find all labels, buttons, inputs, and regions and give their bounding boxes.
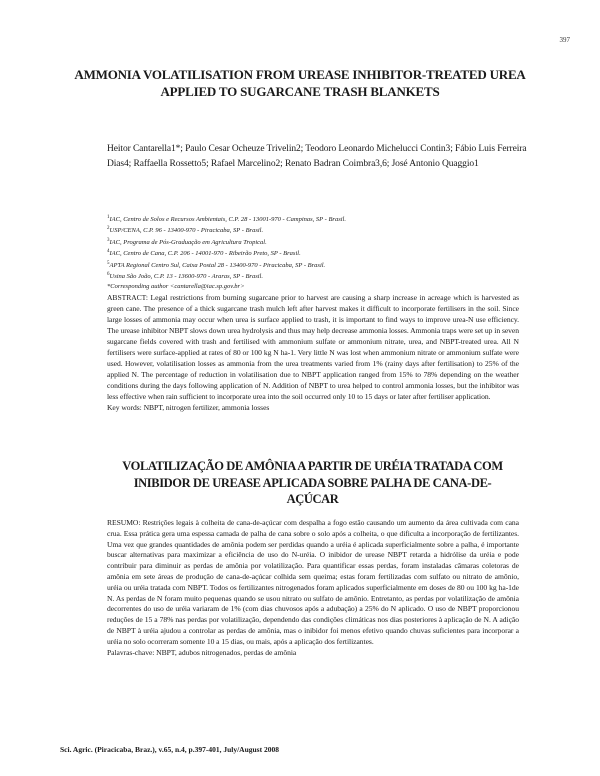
palavras-chave: Palavras-chave: NBPT, adubos nitrogenados, perdas de amônia: [107, 647, 297, 657]
affiliations: [107, 213, 537, 291]
affiliation-2: $^2$USP/CENA, C.P. 96 - 13400-970 - Piracicaba, SP - Brasil.: [107, 226, 264, 235]
resumo-text: RESUMO: Restrições legais à colheita de cana-de-açúcar com despalha a fogo estão causando um aumento da área cultivada com cana crua. Essa prática gera uma espessa camada de palha de cana sobre o solo após a colheita, o que dificulta a incorporação de fertilizantes. Uma vez que grandes quantidades de amônia podem ser perdidas quando a uréia é aplicada superficialmente sobre a palha, é importante buscar alternativas para maximizar a eficiência de uso do N-uréia. O inibidor de urease NBPT retarda a hidrólise da uréia e pode contribuir para diminuir as perdas de amônia por volatilização. Para quantificar essas perdas, foram instaladas câmaras coletoras de amônia em sete áreas de produção de cana-de-açúcar colhida sem queima; estas foram fertilizadas com sulfato ou nitrato de amônio, uréia ou uréia tratada com NBPT. Todos os fertilizantes nitrogenados foram aplicados superficialmente em doses de 80 ou 100 kg ha-1de N. As perdas de N foram muito pequenas quando se usou nitrato ou sulfato de amônio. Entretanto, as perdas por volatilização de amônia decorrentes do uso de uréia variaram de 1% (com dias chuvosos após a adubação) a 25% do N aplicado. O uso de NBPT proporcionou reduções de 15 a 78% nas perdas por volatilização, dependendo das condições climáticas nos dias posteriores à aplicação de N. A adição de NBPT à uréia ajudou a controlar as perdas de amônia, mas o inibidor foi menos efetivo quando chuvas suficientes para incorporar a uréia no solo ocorreram somente 10 a 15 dias, ou mais, após a aplicação dos fertilizantes.: [107, 518, 519, 646]
article-title: AMMONIA VOLATILISATION FROM UREASE INHIBITOR-TREATED UREA APPLIED TO SUGARCANE TRASH BLANKETS: [74, 67, 526, 99]
abstract-text: ABSTRACT: Legal restrictions from burning sugarcane prior to harvest are causing a sharp increase in acreage which is harvested as green cane. The presence of a thick sugarcane trash mulch left after harvest makes it difficult to incorporate fertilisers in the soil. Since large losses of ammonia may occur when urea is surface applied to trash, it is important to find ways to improve urea-N use efficiency. The urease inhibitor NBPT slows down urea hydrolysis and thus may help decrease ammonia losses. Ammonia traps were set up in seven sugarcane fields covered with trash and fertilised with ammonium sulfate or ammonium nitrate, urea, and NBPT-treated urea. All N fertilisers were surface-applied at rates of 80 or 100 kg N ha-1. Very little N was lost when ammonium nitrate or ammonium sulfate were used. However, volatilisation losses as ammonia from the urea treatments varied from 1% (rainy days after fertilisation) to 25% of the applied N. The percentage of reduction in volatilisation due to NBPT application ranged from 15% to 78% depending on the weather conditions during the days following application of N. Addition of NBPT to urea helped to control ammonia losses, but the inhibitor was less effective when rain sufficient to incorporate urea into the soil occurred only 10 to 15 days or later after fertiliser application.: [107, 293, 519, 401]
author-list: Heitor Cantarella1*; Paulo Cesar Ocheuze Trivelin2; Teodoro Leonardo Michelucci Contin3; Fábio Luis Ferreira Dias4; Raffaella Rossetto5; Rafael Marcelino2; Renato Badran Coimbra3,6; José Antonio Quaggio1: [107, 144, 527, 169]
corresponding-author: *Corresponding author <cantarella@iac.sp.gov.br>: [107, 282, 245, 290]
affiliation-1: $^1$IAC, Centro de Solos e Recursos Ambientais, C.P. 28 - 13001-970 - Campinas, SP - Brasil.: [107, 215, 346, 224]
abstract-section: [107, 292, 519, 413]
affiliation-3: $^3$IAC, Programa de Pós-Graduação em Agricultura Tropical.: [107, 237, 267, 247]
portuguese-title: VOLATILIZAÇÃO DE AMÔNIA A PARTIR DE URÉIA TRATADA COM INIBIDOR DE UREASE APLICADA SOBRE PALHA DE CANA-DE-AÇÚCAR: [122, 459, 503, 506]
journal-footer: Sci. Agric. (Piracicaba, Braz.), v.65, n.4, p.397-401, July/August 2008: [60, 745, 279, 754]
affiliation-4: $^4$IAC, Centro de Cana, C.P. 206 - 14001-970 - Ribeirão Preto, SP - Brasil.: [107, 249, 301, 258]
resumo-section: [107, 518, 519, 658]
affiliation-5: $^5$APTA Regional Centro Sul, Caixa Postal 28 - 13400-970 - Piracicaba, SP - Brasil.: [107, 260, 326, 269]
affiliation-6: $^6$Usina São João, C.P. 13 - 13600-970 - Araras, SP - Brasil.: [107, 272, 263, 281]
keywords: Key words: NBPT, nitrogen fertilizer, ammonia losses: [107, 403, 270, 412]
page-number: 397: [559, 36, 570, 44]
